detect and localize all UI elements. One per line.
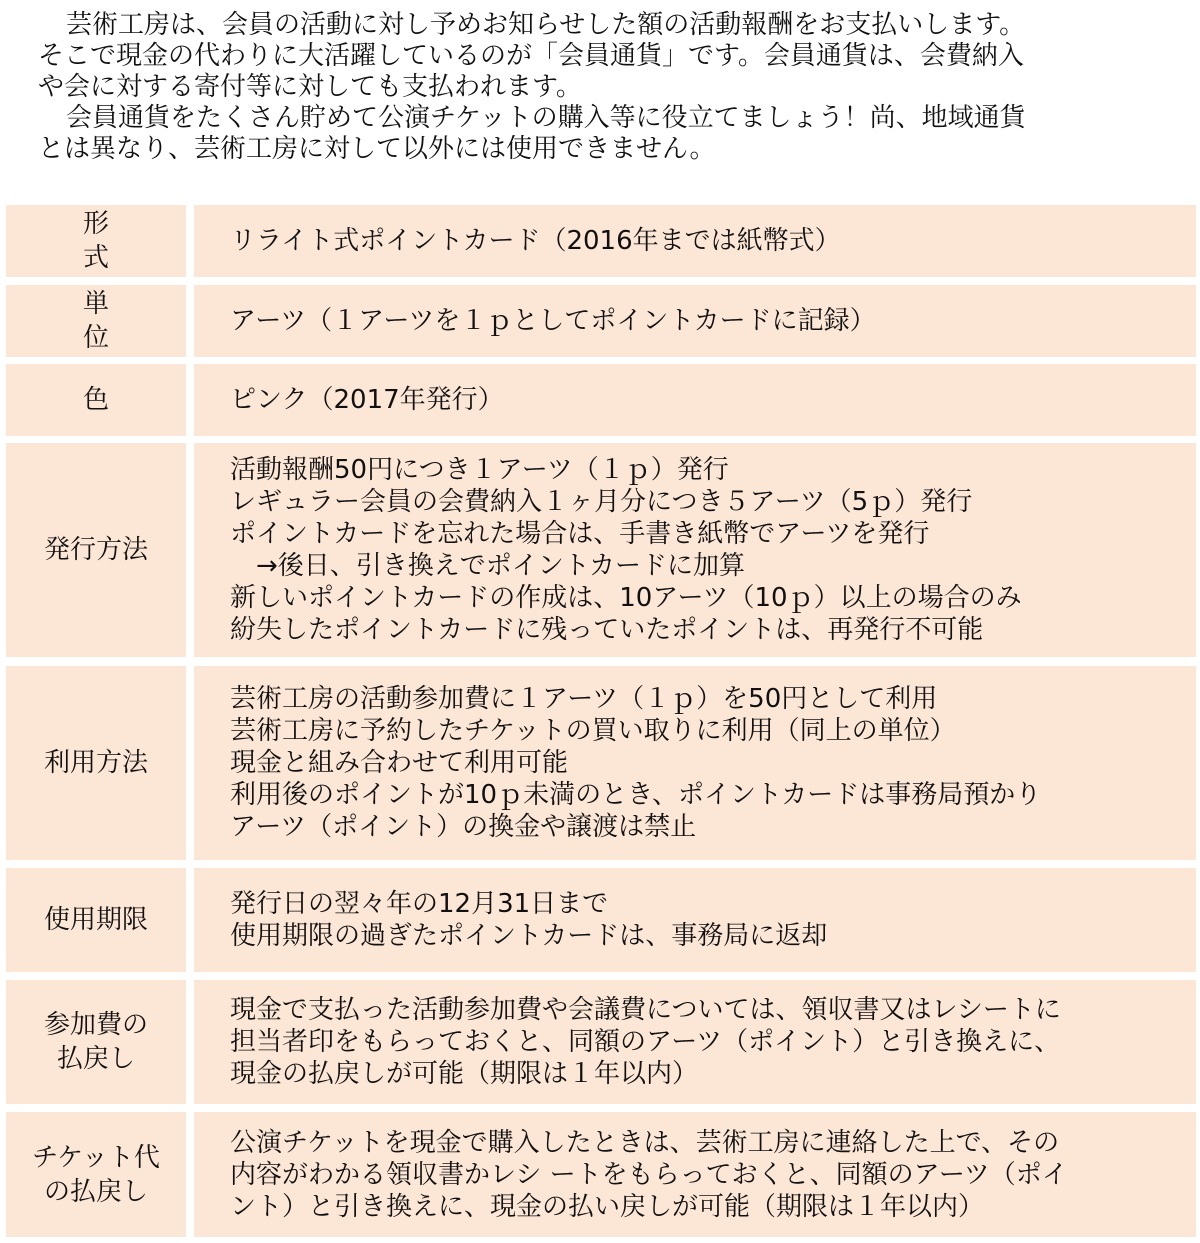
- content-line: 新しいポイントカードの作成は、10アーツ（10ｐ）以上の場合のみ: [230, 583, 1022, 613]
- row-content: [194, 364, 1196, 436]
- row-label: 色: [6, 364, 186, 436]
- row-label: 形式: [6, 205, 186, 277]
- content-line: 芸術工房に予約したチケットの買い取りに利用（同上の単位）: [230, 716, 956, 746]
- row-content: [194, 205, 1196, 277]
- row-fee-refund: [6, 980, 1196, 1104]
- content-line: アーツ（ポイント）の換金や譲渡は禁止: [230, 812, 697, 842]
- row-content: [194, 443, 1196, 657]
- row-format: [6, 205, 1196, 277]
- row-unit: [6, 285, 1196, 357]
- row-label: 利用方法: [6, 666, 186, 860]
- content-line: 利用後のポイントが10ｐ未満のとき、ポイントカードは事務局預かり: [230, 780, 1042, 810]
- content-line: 発行日の翌々年の12月31日まで: [230, 889, 609, 919]
- content-line: 担当者印をもらっておくと、同額のアーツ（ポイント）と引き換えに、: [230, 1027, 1061, 1057]
- row-expiry: [6, 868, 1196, 972]
- row-issuance: [6, 443, 1196, 657]
- content-line: ピンク（2017年発行）: [230, 385, 504, 415]
- row-label: チケット代 の払戻し: [6, 1112, 186, 1237]
- content-line: 内容がわかる領収書かレシ ートをもらっておくと、同額のアーツ（ポイ: [230, 1159, 1068, 1190]
- content-line: リライト式ポイントカード（2016年までは紙幣式）: [230, 226, 841, 256]
- content-line: ント）と引き換えに、現金の払い戻しが可能（期限は１年以内）: [230, 1191, 985, 1222]
- content-line: 活動報酬50円につき１アーツ（１ｐ）発行: [230, 455, 729, 485]
- content-line: 現金と組み合わせて利用可能: [230, 748, 569, 778]
- intro-paragraph-1: 芸術工房は、会員の活動に対し予めお知らせした額の活動報酬をお支払いします。 そこで現金の代わりに大活躍しているのが「会員通貨」です。会員通貨は、会費納入 や会に対する寄付等に対しても支払われます。: [38, 10, 1026, 102]
- row-content: [194, 1112, 1196, 1237]
- content-line: 公演チケットを現金で購入したときは、芸術工房に連絡した上で、その: [230, 1127, 1060, 1158]
- content-line: 現金の払戻しが可能（期限は１年以内）: [230, 1059, 699, 1089]
- row-label: 使用期限: [6, 868, 186, 972]
- row-usage: [6, 666, 1196, 860]
- row-color: [6, 364, 1196, 436]
- row-label: 単位: [6, 285, 186, 357]
- row-content: [194, 285, 1196, 357]
- row-label: 参加費の 払戻し: [6, 980, 186, 1104]
- content-line: →後日、引き換えでポイントカードに加算: [230, 551, 746, 581]
- row-ticket-refund: [6, 1112, 1196, 1237]
- row-label: 発行方法: [6, 443, 186, 657]
- content-line: ポイントカードを忘れた場合は、手書き紙幣でアーツを発行: [230, 519, 930, 549]
- row-content: [194, 868, 1196, 972]
- content-line: 芸術工房の活動参加費に１アーツ（１ｐ）を50円として利用: [230, 684, 938, 714]
- intro-paragraph-2: 会員通貨をたくさん貯めて公演チケットの購入等に役立てましょう！尚、地域通貨 とは異なり、芸術工房に対して以外には使用できません。: [38, 103, 1026, 164]
- intro-text: [38, 10, 1168, 165]
- content-line: 紛失したポイントカードに残っていたポイントは、再発行不可能: [230, 615, 984, 645]
- content-line: 使用期限の過ぎたポイントカードは、事務局に返却: [230, 921, 828, 951]
- content-line: レギュラー会員の会費納入１ヶ月分につき５アーツ（5ｐ）発行: [230, 487, 973, 517]
- content-line: 現金で支払った活動参加費や会議費については、領収書又はレシートに: [230, 995, 1061, 1025]
- row-content: [194, 666, 1196, 860]
- row-content: [194, 980, 1196, 1104]
- content-line: アーツ（１アーツを１ｐとしてポイントカードに記録）: [230, 306, 876, 336]
